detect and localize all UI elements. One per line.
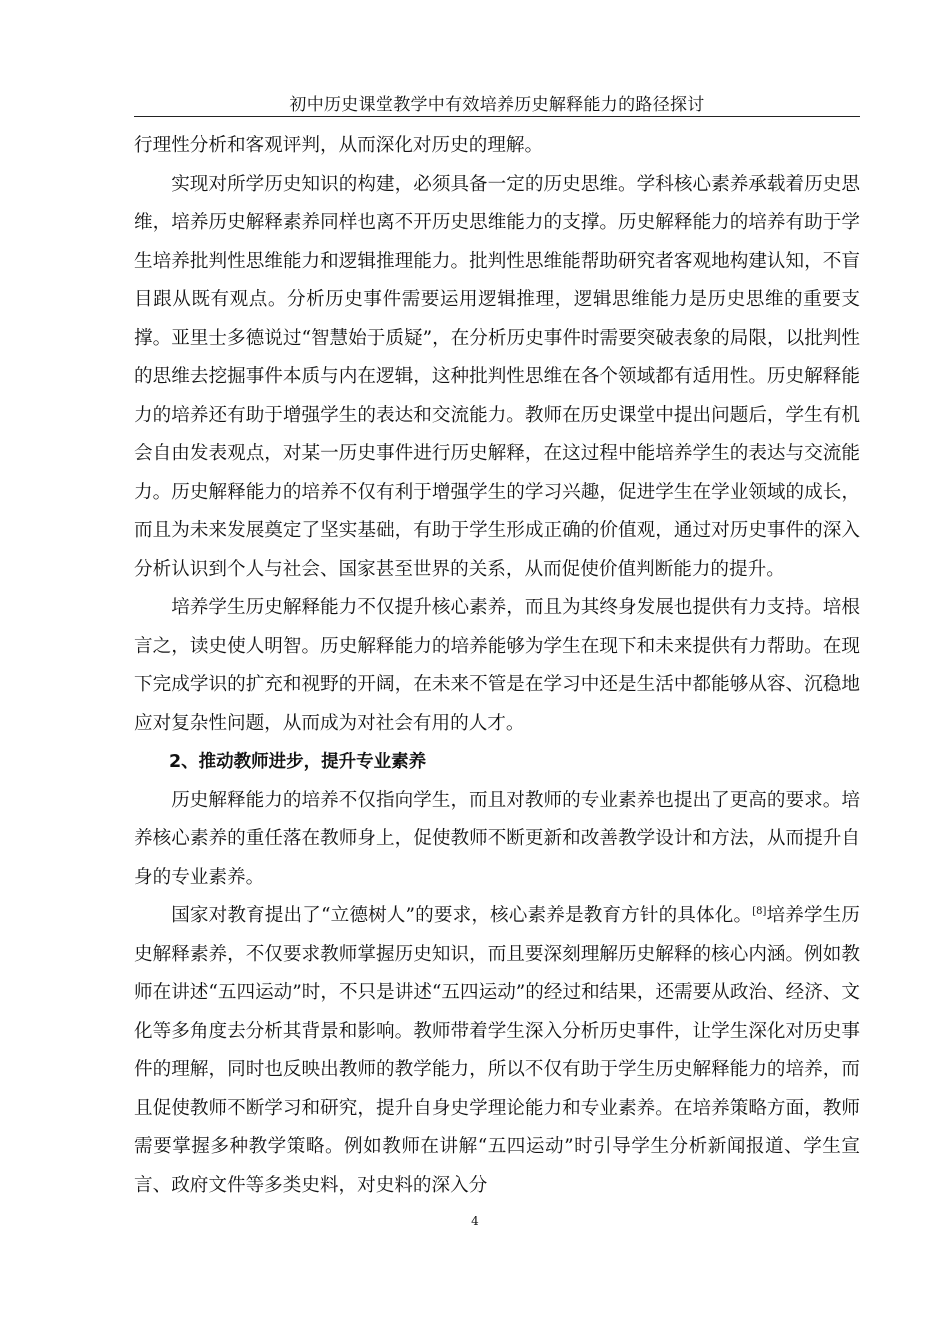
section-heading: 2、推动教师进步，提升专业素养 — [169, 752, 427, 772]
citation-marker: [8] — [752, 905, 767, 917]
paragraph-text-after-citation: 培养学生历史解释素养，不仅要求教师掌握历史知识，而且要深刻理解历史解释的核心内涵。例如教师在讲述“五四运动”时，不只是讲述“五四运动”的经过和结果，还需要从政治、经济、文化等多角度去分析其背景和影响。教师带着学生深入分析历史事件，让学生深化对历史事件的理解，同时也反映出教师的教学能力，所以不仅有助于学生历史解释能力的培养，而且促使教师不断学习和研究，提升自身史学理论能力和专业素养。在培养策略方面，教师需要掌握多种教学策略。例如教师在讲解“五四运动”时引导学生分析新闻报道、学生宣言、政府文件等多类史料，对史料的深入分 — [134, 905, 860, 1196]
header-rule — [134, 116, 860, 117]
body-text — [134, 127, 860, 1205]
paragraph-historical-thinking: 实现对所学历史知识的构建，必须具备一定的历史思维。学科核心素养承载着历史思维，培养历史解释素养同样也离不开历史思维能力的支撑。历史解释能力的培养有助于学生培养批判性思维能力和逻辑推理能力。批判性思维能帮助研究者客观地构建认知，不盲目跟从既有观点。分析历史事件需要运用逻辑推理，逻辑思维能力是历史思维的重要支撑。亚里士多德说过“智慧始于质疑”，在分析历史事件时需要突破表象的局限，以批判性的思维去挖掘事件本质与内在逻辑，这种批判性思维在各个领域都有适用性。历史解释能力的培养还有助于增强学生的表达和交流能力。教师在历史课堂中提出问题后，学生有机会自由发表观点，对某一历史事件进行历史解释，在这过程中能培养学生的表达与交流能力。历史解释能力的培养不仅有利于增强学生的学习兴趣，促进学生在学业领域的成长，而且为未来发展奠定了坚实基础，有助于学生形成正确的价值观，通过对历史事件的深入分析认识到个人与社会、国家甚至世界的关系，从而促使价值判断能力的提升。 — [134, 173, 860, 580]
page-number: 4 — [471, 1214, 479, 1228]
paragraph-lide-shuren — [134, 897, 860, 1205]
paragraph-continuation: 行理性分析和客观评判，从而深化对历史的理解。 — [134, 135, 544, 156]
paragraph-teacher-requirements: 历史解释能力的培养不仅指向学生，而且对教师的专业素养也提出了更高的要求。培养核心素养的重任落在教师身上，促使教师不断更新和改善教学设计和方法，从而提升自身的专业素养。 — [134, 789, 860, 888]
paragraph-text-before-citation: 国家对教育提出了“立德树人”的要求，核心素养是教育方针的具体化。 — [171, 905, 753, 926]
paragraph-lifelong-development: 培养学生历史解释能力不仅提升核心素养，而且为其终身发展也提供有力支持。培根言之，读史使人明智。历史解释能力的培养能够为学生在现下和未来提供有力帮助。在现下完成学识的扩充和视野的开阔，在未来不管是在学习中还是生活中都能够从容、沉稳地应对复杂性问题，从而成为对社会有用的人才。 — [134, 597, 860, 734]
running-header: 初中历史课堂教学中有效培养历史解释能力的路径探讨 — [289, 95, 705, 115]
